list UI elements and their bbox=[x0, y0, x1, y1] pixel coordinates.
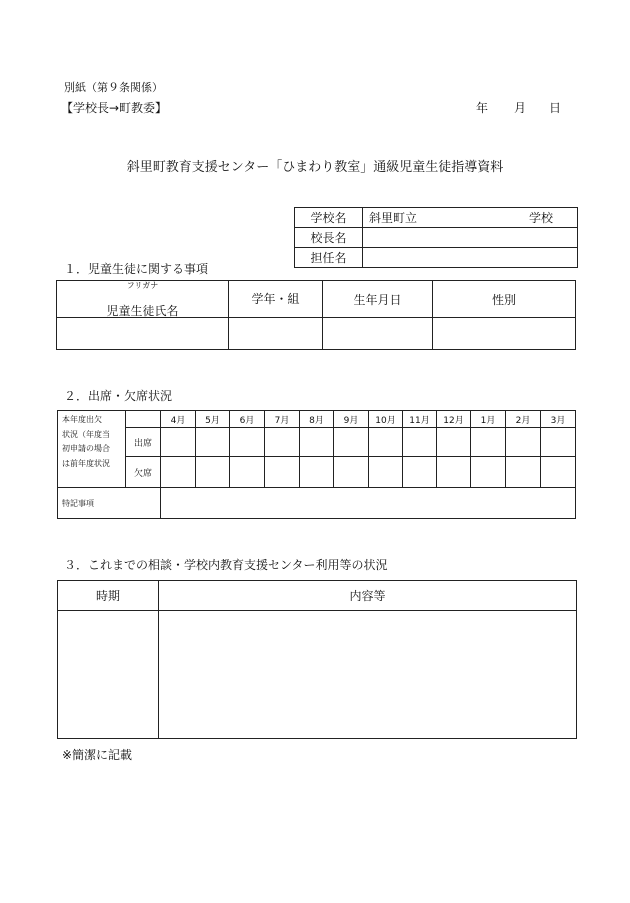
student-name-label: 児童生徒氏名 bbox=[106, 304, 179, 318]
absent-cell[interactable] bbox=[334, 457, 369, 488]
absent-cell[interactable] bbox=[230, 457, 265, 488]
row-header-line: は前年度状況 bbox=[62, 458, 110, 468]
furigana-label: フリガナ bbox=[126, 281, 159, 290]
absent-cell[interactable] bbox=[471, 457, 506, 488]
gender-field[interactable] bbox=[433, 318, 576, 350]
attend-cell[interactable] bbox=[300, 428, 334, 457]
attend-cell[interactable] bbox=[334, 428, 369, 457]
teacher-name-label: 担任名 bbox=[295, 248, 363, 268]
grade-class-field[interactable] bbox=[229, 318, 323, 350]
month-header: 11月 bbox=[403, 411, 437, 428]
school-name-field[interactable] bbox=[363, 208, 578, 228]
attend-cell[interactable] bbox=[541, 428, 576, 457]
month-header: 7月 bbox=[265, 411, 300, 428]
month-header: 4月 bbox=[161, 411, 196, 428]
month-header: 8月 bbox=[300, 411, 334, 428]
month-header: 6月 bbox=[230, 411, 265, 428]
date-month-label: 月 bbox=[514, 101, 527, 115]
period-field[interactable] bbox=[58, 611, 159, 739]
birth-date-field[interactable] bbox=[323, 318, 433, 350]
section3-heading: ３．これまでの相談・学校内教育支援センター利用等の状況 bbox=[64, 558, 388, 572]
absent-cell[interactable] bbox=[161, 457, 196, 488]
page-title: 斜里町教育支援センター「ひまわり教室」通級児童生徒指導資料 bbox=[126, 160, 504, 175]
month-header: 12月 bbox=[437, 411, 471, 428]
attend-cell[interactable] bbox=[161, 428, 196, 457]
attend-cell[interactable] bbox=[230, 428, 265, 457]
month-header: 1月 bbox=[471, 411, 506, 428]
absent-cell[interactable] bbox=[403, 457, 437, 488]
student-name-header bbox=[57, 281, 229, 318]
section1-heading: １．児童生徒に関する事項 bbox=[64, 262, 209, 276]
date-day-label: 日 bbox=[549, 101, 562, 115]
school-name-label: 学校名 bbox=[295, 208, 363, 228]
content-field[interactable] bbox=[159, 611, 577, 739]
absent-cell[interactable] bbox=[541, 457, 576, 488]
absent-cell[interactable] bbox=[265, 457, 300, 488]
absent-cell[interactable] bbox=[300, 457, 334, 488]
absent-label: 欠席 bbox=[126, 457, 161, 488]
appendix-label: 別紙（第９条関係） bbox=[64, 81, 163, 94]
attend-cell[interactable] bbox=[471, 428, 506, 457]
absent-cell[interactable] bbox=[196, 457, 230, 488]
section2-heading: ２．出席・欠席状況 bbox=[64, 389, 173, 403]
attend-cell[interactable] bbox=[437, 428, 471, 457]
period-header: 時期 bbox=[58, 581, 159, 611]
teacher-name-field[interactable] bbox=[363, 248, 578, 268]
attendance-table bbox=[57, 410, 576, 519]
school-info-table bbox=[294, 207, 578, 268]
student-name-field[interactable] bbox=[57, 318, 229, 350]
absent-cell[interactable] bbox=[369, 457, 403, 488]
principal-name-field[interactable] bbox=[363, 228, 578, 248]
attend-cell[interactable] bbox=[196, 428, 230, 457]
attend-cell[interactable] bbox=[403, 428, 437, 457]
notes-label: 特記事項 bbox=[58, 488, 161, 519]
row-header-line: 状況（年度当 bbox=[62, 429, 110, 439]
attend-label: 出席 bbox=[126, 428, 161, 457]
date-year-label: 年 bbox=[476, 101, 489, 115]
school-suffix: 学校 bbox=[528, 211, 553, 225]
notes-field[interactable] bbox=[161, 488, 576, 519]
grade-class-header: 学年・組 bbox=[229, 281, 323, 318]
route-label: 【学校長→町教委】 bbox=[61, 101, 168, 115]
gender-header: 性別 bbox=[433, 281, 576, 318]
absent-cell[interactable] bbox=[506, 457, 541, 488]
footnote: ※簡潔に記載 bbox=[62, 748, 133, 762]
content-header: 内容等 bbox=[159, 581, 577, 611]
birth-date-header: 生年月日 bbox=[323, 281, 433, 318]
absent-cell[interactable] bbox=[437, 457, 471, 488]
principal-name-label: 校長名 bbox=[295, 228, 363, 248]
blank-header-cell bbox=[126, 411, 161, 428]
row-header-line: 本年度出欠 bbox=[62, 415, 102, 424]
month-header: 5月 bbox=[196, 411, 230, 428]
row-header-line: 初申請の場合 bbox=[62, 444, 110, 453]
school-prefix: 斜里町立 bbox=[369, 211, 418, 225]
attend-cell[interactable] bbox=[265, 428, 300, 457]
student-info-table bbox=[56, 280, 576, 350]
attend-cell[interactable] bbox=[506, 428, 541, 457]
attendance-row-header bbox=[58, 411, 126, 488]
month-header: 10月 bbox=[369, 411, 403, 428]
month-header: 2月 bbox=[506, 411, 541, 428]
attend-cell[interactable] bbox=[369, 428, 403, 457]
consultation-table bbox=[57, 580, 577, 739]
month-header: 9月 bbox=[334, 411, 369, 428]
month-header: 3月 bbox=[541, 411, 576, 428]
